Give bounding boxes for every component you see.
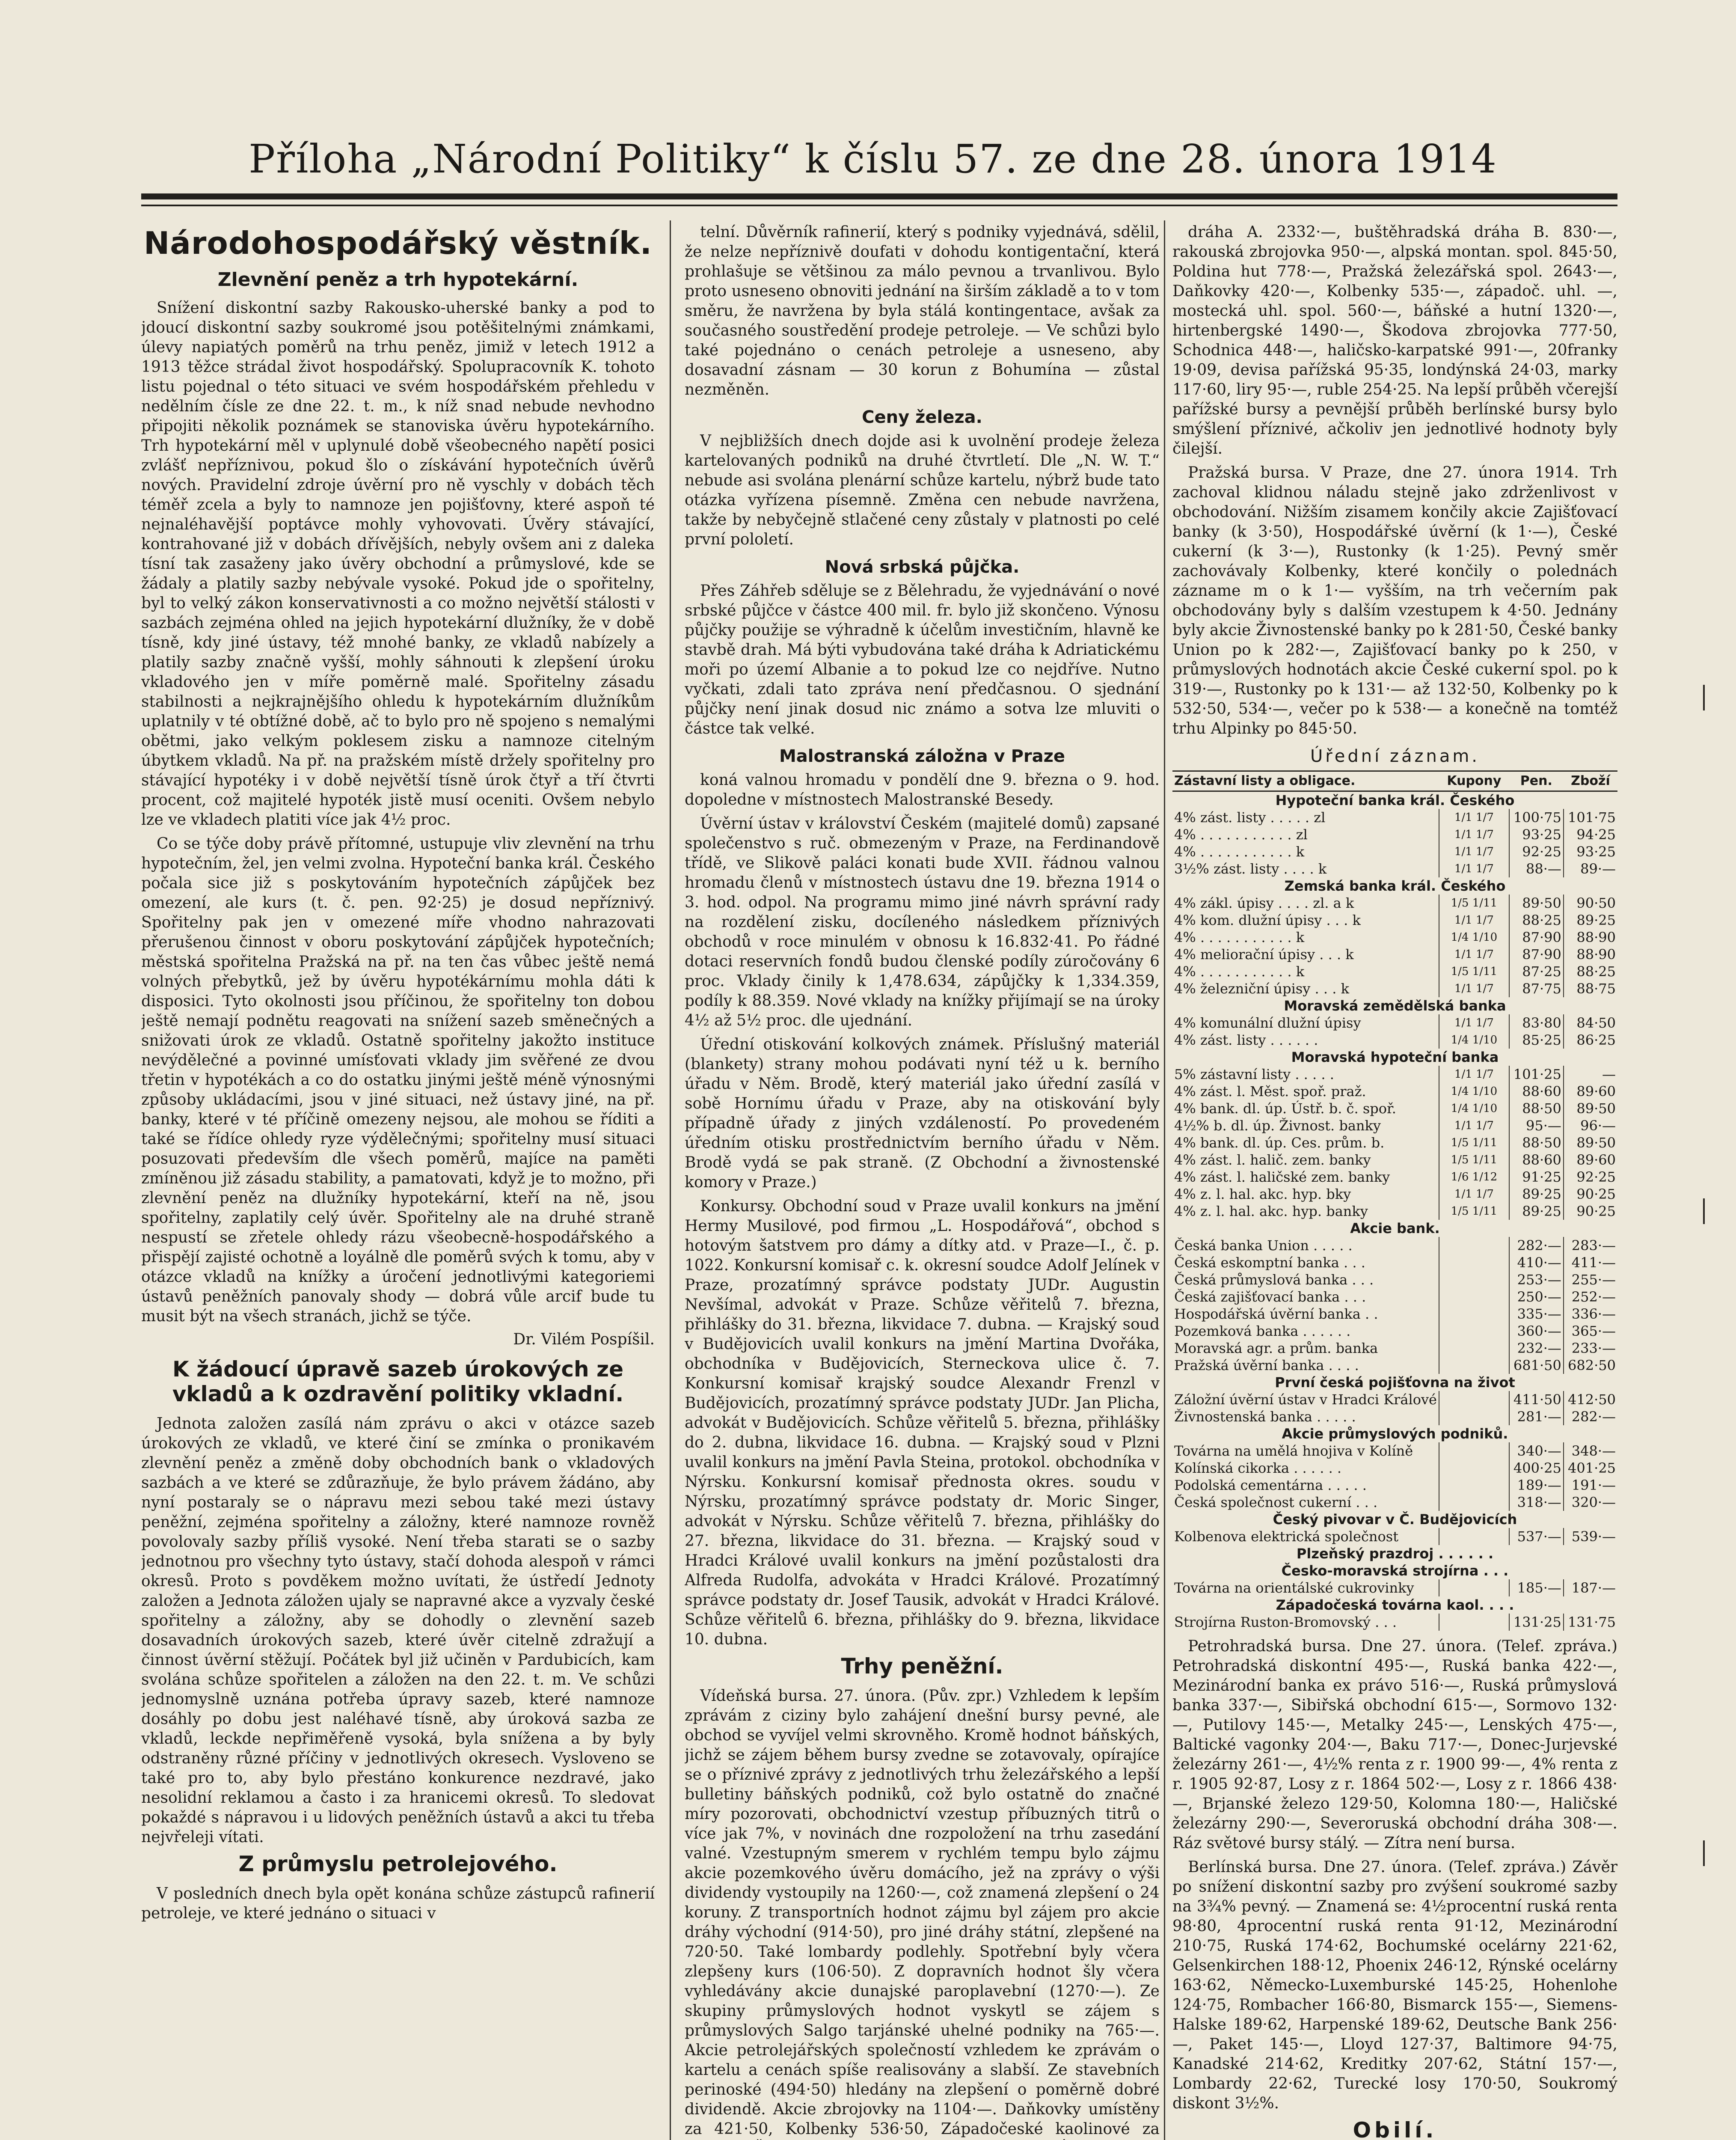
rate-money: 83·80 xyxy=(1509,1014,1564,1031)
rate-money: 410·— xyxy=(1509,1254,1564,1271)
rate-name: 4% . . . . . . . . . . . k xyxy=(1174,929,1305,945)
rate-name: Továrna na orientálské cukrovinky xyxy=(1174,1580,1414,1596)
article-paragraph: Petrohradská bursa. Dne 27. února. (Telef. zpráva.) Petrohradská diskontní 495·—, Ruská banka 422·—, Mezinárodní banka ex právo 516·—, Ruská průmyslová banka 337·—, Sibiřská obchodní 615·—, Sormovo 132·—, Putilovy 145·—, Metalky 245·—, Lenských 475·—, Baltické vagonky 204·—, Baku 717·—, Donec-Jurjevské železárny 261·—, 4½% renta z r. 1900 99·—, 4% renta z r. 1905 92·87, Losy z r. 1864 502·—, Losy z r. 1866 438·—, Brjanské železo 129·50, Kolomna 180·—, Haličské železárny 290·—, Severoruská obchodní dráha 308·—. Ráz světové bursy stálý. — Zítra není bursa. xyxy=(1172,1638,1617,1852)
rate-coupon: 1/6 1/12 xyxy=(1439,1168,1509,1186)
rates-table-row xyxy=(1172,843,1617,860)
rate-coupon xyxy=(1439,1305,1509,1323)
rates-table-row xyxy=(1172,963,1617,980)
rates-group-label: Akcie bank. xyxy=(1350,1220,1440,1236)
rate-name: 4% zást. l. halič. zem. banky xyxy=(1174,1152,1371,1168)
column-header-kupony: Kupony xyxy=(1439,771,1509,791)
rate-money: 681·50 xyxy=(1509,1357,1564,1374)
column-divider-1 xyxy=(670,220,671,2140)
rate-money: 282·— xyxy=(1509,1237,1564,1254)
rates-table-row xyxy=(1172,929,1617,946)
rate-money: 85·25 xyxy=(1509,1031,1564,1049)
rate-goods: 89·60 xyxy=(1564,1083,1617,1100)
right-margin-mark xyxy=(1703,1840,1705,1866)
rate-coupon: 1/5 1/11 xyxy=(1439,1151,1509,1168)
rate-goods: 412·50 xyxy=(1564,1391,1617,1408)
rate-goods: 89·60 xyxy=(1564,1151,1617,1168)
rate-money: 95·— xyxy=(1509,1117,1564,1134)
rate-goods: 539·— xyxy=(1564,1528,1617,1545)
rates-table-row xyxy=(1172,1340,1617,1357)
article-title: Nová srbská půjčka. xyxy=(825,557,1020,577)
rate-goods: 401·25 xyxy=(1564,1459,1617,1477)
article-title: Ceny železa. xyxy=(862,407,982,427)
rate-name: Továrna na umělá hnojiva v Kolíně xyxy=(1174,1443,1413,1459)
rate-coupon xyxy=(1439,1288,1509,1305)
rates-group-label: Západočeská továrna kaol. . . . xyxy=(1276,1597,1514,1613)
rate-money: 89·25 xyxy=(1509,1203,1564,1220)
rate-coupon xyxy=(1439,1237,1509,1254)
rate-name: 4% . . . . . . . . . . . k xyxy=(1174,963,1305,980)
rate-coupon: 1/5 1/11 xyxy=(1439,1134,1509,1151)
rate-goods: 90·25 xyxy=(1564,1203,1617,1220)
rates-table-row xyxy=(1172,826,1617,843)
rate-money: 88·— xyxy=(1509,860,1564,877)
rate-goods: 191·— xyxy=(1564,1477,1617,1494)
rate-name: 4% . . . . . . . . . . . zl xyxy=(1174,826,1308,843)
rate-coupon xyxy=(1439,1271,1509,1288)
rates-table-row xyxy=(1172,980,1617,997)
masthead: Příloha „Národní Politiky“ k číslu 57. ze dne 28. února 1914 xyxy=(249,136,1497,182)
column-3 xyxy=(1172,223,1617,2140)
rate-money: 101·25 xyxy=(1509,1066,1564,1083)
rate-goods: 365·— xyxy=(1564,1323,1617,1340)
rate-name: Podolská cementárna . . . . . xyxy=(1174,1477,1367,1493)
rate-name: Kolbenova elektrická společnost xyxy=(1174,1528,1399,1545)
rates-table-row xyxy=(1172,1459,1617,1477)
rate-name: 4% z. l. hal. akc. hyp. bky xyxy=(1174,1186,1351,1202)
rates-table-row xyxy=(1172,1511,1617,1528)
rate-money: 87·25 xyxy=(1509,963,1564,980)
rate-coupon xyxy=(1439,1254,1509,1271)
rates-table-row xyxy=(1172,1545,1617,1562)
article-paragraph: V nejbližších dnech dojde asi k uvolnění prodeje železa kartelovaných podniků na druhé čtvrtletí. Dle „N. W. T.“ nebude asi svolána plenární schůze kartelu, nýbrž bude tato otázka vyřízena písemně. Změna cen nebude navržena, takže by nebyčejně stlačené ceny zůstaly v platnosti po celé první pololetí. xyxy=(685,432,1160,548)
rate-name: Česká eskomptní banka . . . xyxy=(1174,1254,1365,1271)
rate-coupon: 1/1 1/7 xyxy=(1439,1014,1509,1031)
rate-goods: 89·50 xyxy=(1564,1134,1617,1151)
rate-name: Česká průmyslová banka . . . xyxy=(1174,1272,1374,1288)
rate-goods: 411·— xyxy=(1564,1254,1617,1271)
rate-name: 4% bank. dl. úp. Ces. prům. b. xyxy=(1174,1135,1385,1151)
rate-coupon: 1/1 1/7 xyxy=(1439,946,1509,963)
rate-money: 88·50 xyxy=(1509,1100,1564,1117)
rate-goods: 84·50 xyxy=(1564,1014,1617,1031)
column-1 xyxy=(141,223,655,2140)
column-header-zbozi: Zboží xyxy=(1564,771,1617,791)
rates-table-row xyxy=(1172,895,1617,912)
rates-group-label: Akcie průmyslových podniků. xyxy=(1282,1426,1508,1442)
article-title: Malostranská záložna v Praze xyxy=(779,746,1065,766)
article-paragraph: koná valnou hromadu v pondělí dne 9. března o 9. hod. dopoledne v místnostech Malostranské Besedy. xyxy=(685,771,1160,808)
rate-coupon: 1/4 1/10 xyxy=(1439,929,1509,946)
rates-table-row xyxy=(1172,912,1617,929)
rates-table-header xyxy=(1172,771,1617,791)
rates-table-title: Zástavní listy a obligace. xyxy=(1172,771,1439,791)
rate-goods: 252·— xyxy=(1564,1288,1617,1305)
rates-table-row xyxy=(1172,1614,1617,1631)
rate-name: Pozemková banka . . . . . . xyxy=(1174,1323,1351,1339)
rates-table-row xyxy=(1172,1288,1617,1305)
rate-goods: 320·— xyxy=(1564,1494,1617,1511)
rate-coupon: 1/1 1/7 xyxy=(1439,1117,1509,1134)
rate-name: Hospodářská úvěrní banka . . xyxy=(1174,1306,1378,1322)
rate-goods: 89·— xyxy=(1564,860,1617,877)
column-2 xyxy=(685,223,1160,2140)
rate-coupon: 1/1 1/7 xyxy=(1439,843,1509,860)
rate-money: 93·25 xyxy=(1509,826,1564,843)
rate-name: Pražská úvěrní banka . . . . xyxy=(1174,1357,1359,1373)
rates-table-row xyxy=(1172,1100,1617,1117)
rate-goods: 96·— xyxy=(1564,1117,1617,1134)
rate-coupon: 1/1 1/7 xyxy=(1439,826,1509,843)
rates-table-row xyxy=(1172,1425,1617,1442)
article-title: Zlevnění peněz a trh hypotekární. xyxy=(217,269,579,291)
rates-table-body xyxy=(1172,791,1617,1631)
article-paragraph: dráha A. 2332·—, buštěhradská dráha B. 830·—, rakouská zbrojovka 950·—, alpská montan. spol. 845·50, Poldina hut 778·—, Pražská železářská spol. 2643·—, Daňkovky 420·—, Kolbenky 535·—, západoč. uhl. —, mostecká uhl. spol. 560·—, báňské a hutní 1320·—, hirtenbergské 1490·—, Škodova zbrojovka 777·50, Schodnica 448·—, haličsko-karpatské 991·—, 20franky 19·09, devisa pařížská 95·35, londýnská 24·03, marky 117·60, liry 95·—, ruble 254·25. Na lepší průběh včerejší pařížské bursy a pevnější průběh berlínské bursy bylo smýšlení příznivé, ačkoliv jen jednotlivé hodnoty byly čilejší. xyxy=(1172,223,1617,458)
rate-coupon: 1/1 1/7 xyxy=(1439,860,1509,877)
rate-name: Kolínská cikorka . . . . . . xyxy=(1174,1460,1342,1476)
rate-name: 4% z. l. hal. akc. hyp. banky xyxy=(1174,1203,1368,1219)
rate-money: 100·75 xyxy=(1509,809,1564,826)
rates-table-row xyxy=(1172,860,1617,877)
rate-goods: 88·90 xyxy=(1564,929,1617,946)
rate-name: 4½% b. dl. úp. Živnost. banky xyxy=(1174,1118,1381,1134)
section-title: Národohospodářský věstník. xyxy=(144,225,652,261)
rates-group-label: Zemská banka král. Českého xyxy=(1284,878,1506,894)
rates-table-row xyxy=(1172,1357,1617,1374)
rates-table-row xyxy=(1172,946,1617,963)
rate-coupon xyxy=(1439,1408,1509,1425)
rate-name: 4% železniční úpisy . . . k xyxy=(1174,981,1349,997)
rates-table-row xyxy=(1172,1134,1617,1151)
rate-coupon: 1/4 1/10 xyxy=(1439,1100,1509,1117)
rates-table-row xyxy=(1172,1374,1617,1391)
rate-name: Česká společnost cukerní . . . xyxy=(1174,1494,1378,1510)
rate-coupon xyxy=(1439,1614,1509,1631)
article-paragraph: Konkursy. Obchodní soud v Praze uvalil konkurs na jmění Hermy Musilové, pod firmou „L. Hospodářová“, obchod s hotovým šatstvem pro dámy a dítky atd. v Praze—I., č. p. 1022. Konkursní komisař c. k. okresní soudce Adolf Jelínek v Praze, prozatímný správce podstaty JUDr. Augustin Nevšímal, advokát v Praze. Schůze věřitelů 7. března, přihlášky do 31. března, likvidace 7. dubna. — Krajský soud v Budějovicích uvalil konkurs na jmění Martina Dvořáka, obchodníka v Budějovicích, Sterneckova ulice č. 7. Konkursní komisař krajský soudce Alexandr Frenzl v Budějovicích, prozatímný správce podstaty JUDr. Jan Plicha, advokát v Budějovicích. Schůze věřitelů 5. března, přihlášky do 2. dubna, likvidace 16. dubna. — Krajský soud v Plzni uvalil konkurs na jmění Pavla Steina, protokol. obchodníka v Nýrsku. Konkursní komisař přednosta okres. soudu v Nýrsku, prozatímný správce podstaty dr. Moric Singer, advokát v Nýrsku. Schůze věřitelů 7. března, přihlášky do 27. března, likvidace do 31. března. — Krajský soud v Hradci Králové uvalil konkurs na jmění pozůstalosti dra Alfreda Rudolfa, advokáta v Hradci Králové. Prozatímný správce podstaty dr. Josef Tausik, advokát v Hradci Králové. Schůze věřitelů 6. března, přihlášky do 9. března, likvidace 10. dubna. xyxy=(685,1198,1160,1648)
rate-name: 4% bank. dl. úp. Ústř. b. č. spoř. xyxy=(1174,1100,1396,1117)
rates-table-row xyxy=(1172,1117,1617,1134)
rates-table-row xyxy=(1172,1237,1617,1254)
article-paragraph: Jednota založen zasílá nám zprávu o akci v otázce sazeb úrokových ze vkladů, ve které činí se zmínka o pronikavém zlevnění peněz a změně doby obchodních bank o vkladových sazbách a ve které se zdůrazňuje, že bylo právem žádáno, aby nyní postaraly se o nápravu mezi sebou také mezi ústavy peněžní, zejména spořitelny a záložny, které namnoze rovněž povolovaly sazby příliš vysoké. Není třeba starati se o sazby jednotnou pro všechny tyto ústavy, stačí dohoda alespoň v rámci okresů. Proto s povděkem možno uvítati, že ústředí Jednoty založen a Jednota záložen ujaly se napravné akce a vyzvaly české spořitelny a záložny, aby se dohodly o zlevnění sazeb dosavadních úrokových sazeb, které úvěr citelně zdražují a činnost úvěrní stěžují. Počátek byl již učiněn v Pardubicích, kam svolána schůze spořitelen a záložen na den 22. t. m. Ve schůzi jednomyslně uznána potřeba úpravy sazeb, které namnoze dosáhly po dobu jest naléhavé tísně, aby úroková sazba ze vkladů, leckde nepřiměřeně vysoká, byla snížena a by byly odstraněny různé příčiny v jednotlivých okresech. Vysloveno se také pro to, aby bylo přestáno konkurence nezdravé, jako nesolidní reklamou a často i za hranicemi okresů. To sledovat pokaždé s nápravou i u lidových peněžních ústavů a akci tu třeba nejvřeleji vítati. xyxy=(141,1415,655,1846)
rates-table xyxy=(1172,770,1617,1631)
rate-coupon: 1/1 1/7 xyxy=(1439,1066,1509,1083)
rates-group-label: Moravská zemědělská banka xyxy=(1284,998,1506,1014)
rate-coupon: 1/1 1/7 xyxy=(1439,809,1509,826)
rate-money: 87·90 xyxy=(1509,946,1564,963)
rates-table-row xyxy=(1172,1408,1617,1425)
article-title: Z průmyslu petrolejového. xyxy=(238,1852,558,1876)
rates-table-row xyxy=(1172,1083,1617,1100)
article-paragraph: V posledních dnech byla opět konána schůze zástupců rafinerií petroleje, ve které jednáno o situaci v xyxy=(141,1885,655,1922)
rate-name: 4% zákl. úpisy . . . . zl. a k xyxy=(1174,895,1354,911)
rate-money: 88·25 xyxy=(1509,912,1564,929)
rates-table-row xyxy=(1172,1186,1617,1203)
rate-name: 3½% zást. listy . . . . k xyxy=(1174,861,1327,877)
rates-group-label: Česko-moravská strojírna . . . xyxy=(1281,1563,1509,1579)
rate-money: 88·60 xyxy=(1509,1083,1564,1100)
rate-money: 411·50 xyxy=(1509,1391,1564,1408)
rate-coupon xyxy=(1439,1477,1509,1494)
rate-money: 335·— xyxy=(1509,1305,1564,1323)
rate-money: 253·— xyxy=(1509,1271,1564,1288)
rate-money: 400·25 xyxy=(1509,1459,1564,1477)
rate-coupon: 1/1 1/7 xyxy=(1439,980,1509,997)
rates-table-row xyxy=(1172,1562,1617,1579)
article-paragraph: Pražská bursa. V Praze, dne 27. února 1914. Trh zachoval klidnou náladu stejně jako zdrženlivost v obchodování. Nižším zisamem končily akcie Zajišťovací banky (k 3·50), Hospodářské úvěrní (k 1·—), České cukerní (k 3·—), Rustonky (k 1·25). Pevný směr zachovávaly Kolbenky, které končily o polednách zázname m o k 1·— vyšším, na trh večerním pak obchodovány byly s dalším vzestupem k 4·50. Jednány byly akcie Živnostenské banky po k 281·50, České banky Union po k 282·—, Zajišťovací banky po k 250, v průmyslových hodnotách akcie České cukerní spol. po k 319·—, Rustonky po k 131·— až 132·50, Kolbenky po k 532·50, 534·—, večer po k 538·— a konečně na tomtéž trhu Alpinky po 845·50. xyxy=(1172,464,1617,737)
rate-name: 4% komunální dlužní úpisy xyxy=(1174,1015,1361,1031)
rates-table-row xyxy=(1172,1305,1617,1323)
masthead-rule-thin xyxy=(141,205,1617,206)
rates-table-row xyxy=(1172,809,1617,826)
rate-goods: 89·50 xyxy=(1564,1100,1617,1117)
rates-table-row xyxy=(1172,1442,1617,1459)
rate-coupon: 1/4 1/10 xyxy=(1439,1083,1509,1100)
section-title: Trhy peněžní. xyxy=(841,1654,1003,1679)
rate-goods: 90·50 xyxy=(1564,895,1617,912)
rates-table-row xyxy=(1172,1596,1617,1614)
rate-goods: 233·— xyxy=(1564,1340,1617,1357)
rate-name: 4% meliorační úpisy . . . k xyxy=(1174,946,1354,963)
rates-group-label: Hypoteční banka král. Českého xyxy=(1275,792,1515,808)
rate-money: 360·— xyxy=(1509,1323,1564,1340)
rate-goods: 92·25 xyxy=(1564,1168,1617,1186)
rates-table-row xyxy=(1172,877,1617,895)
article-paragraph: Co se týče doby právě přítomné, ustupuje vliv zlevnění na trhu hypotečním, žel, jen velmi zvolna. Hypoteční banka král. Českého počala sice již s poskytováním hypotečních zápůjček bez omezení, ale kurs (t. č. pen. 92·25) je dosud nepříznivý. Spořitelny pak jen v omezené míře vhodno nahrazovati přerušenou činnost v oboru poskytování zápůjček hypotečních; městská spořitelna Pražská na př. na ten čas vůbec ještě nemá volných přebytků, jež by úvěru hypotékárnímu mohla dáti k disposici. Tyto okolnosti jsou příčinou, že spořitelny ton dobou ještě nemají podnětu reagovati na snížení sazeb směnečných a snižovati úrok ze vkladů. Ostatně spořitelny jakožto instituce nevýdělečné a povinné umísťovati vklady jim svěřené ze dvou třetin v hypotékách a co do ostatku jinými ještě méně výnosnými způsoby ukládacími, jsou v jiné situaci, než ústavy jiné, na př. banky, které v té příčině omezeny nejsou, ale mohou se říditi a také se řídíce ohledy ryze výdělečnými; spořitelny musí situaci posuzovati především dle všech poměrů, majíce na paměti zmíněnou již zásadu stability, a pamatovati, když je to možno, při zlevnění peněz na dlužníky hypotekární, kteří na ně, jsou spořitelny, zaplatily celý úvěr. Spořitelny ale na druhé straně nespustí se zřetele ohledy rázu všeobecně-hospodářského a přispějí zajisté ochotně a loyálně dle poměrů svých k tomu, aby v otázce vkladů na knížky a úročení jednotlivými kategoriemi ústavů peněžních panovaly shody — dobrá vůle arcif bude tu musit být na všech stranách, jichž se týče. xyxy=(141,835,655,1325)
masthead-rule-thick xyxy=(141,193,1617,199)
rate-goods: 88·75 xyxy=(1564,980,1617,997)
rate-name: Česká banka Union . . . . . xyxy=(1174,1237,1353,1254)
rate-money: 232·— xyxy=(1509,1340,1564,1357)
rate-name: 5% zástavní listy . . . . . xyxy=(1174,1066,1334,1082)
rate-money: 87·75 xyxy=(1509,980,1564,997)
rates-table-row xyxy=(1172,997,1617,1014)
rates-group-label: První česká pojišťovna na život xyxy=(1275,1374,1515,1391)
rate-coupon xyxy=(1439,1391,1509,1408)
rates-group-label: Český pivovar v Č. Budějovicích xyxy=(1273,1511,1517,1528)
rate-name: 4% zást. l. Měst. spoř. praž. xyxy=(1174,1083,1366,1100)
rates-table-row xyxy=(1172,1168,1617,1186)
rate-goods: 283·— xyxy=(1564,1237,1617,1254)
article-paragraph: telní. Důvěrník rafinerií, který s podniky vyjednává, sdělil, že nelze nepříznivě doufati v dohodu kontigentační, která prohlašuje se většinou za málo pevnou a trvanlivou. Bylo proto usneseno obnoviti jednání na širším základě a to v tom směru, že navržena by byla stálá kontingentace, avšak za současného soustředění prodeje petroleje. — Ve schůzi bylo také pojednáno o cenách petroleje a usneseno, aby dosavadní zásnam — 30 korun z Bohumína — zůstal nezměněn. xyxy=(685,223,1160,398)
rates-table-row xyxy=(1172,1494,1617,1511)
rate-name: 4% zást. l. haličské zem. banky xyxy=(1174,1169,1390,1185)
rates-table-row xyxy=(1172,1031,1617,1049)
rate-goods: 131·75 xyxy=(1564,1614,1617,1631)
article-title: K žádoucí úpravě sazeb úrokových ze vkladů a k ozdravění politiky vkladní. xyxy=(172,1357,624,1406)
rate-coupon xyxy=(1439,1494,1509,1511)
rate-money: 281·— xyxy=(1509,1408,1564,1425)
rate-coupon xyxy=(1439,1579,1509,1596)
rate-money: 318·— xyxy=(1509,1494,1564,1511)
rate-name: Živnostenská banka . . . . . xyxy=(1174,1409,1356,1425)
rates-table-row xyxy=(1172,1391,1617,1408)
rate-coupon xyxy=(1439,1357,1509,1374)
article-signature: Dr. Vilém Pospíšil. xyxy=(513,1331,655,1348)
rates-group-label: Plzeňský prazdroj . . . . . . xyxy=(1296,1546,1494,1562)
rate-goods: 336·— xyxy=(1564,1305,1617,1323)
rate-goods: 90·25 xyxy=(1564,1186,1617,1203)
rates-group-label: Moravská hypoteční banka xyxy=(1291,1049,1499,1065)
rate-coupon xyxy=(1439,1323,1509,1340)
article-paragraph: Snížení diskontní sazby Rakousko-uherské banky a pod to jdoucí diskontní sazby soukromé jsou potěšitelnými známkami, úlevy napiatých poměrů na trhu peněz, jimiž v letech 1912 a 1913 těžce strádal život hospodářský. Spolupracovník K. tohoto listu pojednal o této situaci ve svém hospodářském přehledu v nedělním čísle ze dne 22. t. m., k níž snad nebude nevhodno připojiti několik poznámek se stanoviska úvěru hypotekárního. Trh hypotekární měl v uplynulé době všeobecného napětí posici zvlášť nepříznivou, pokud šlo o získávání hypotečních úvěrů nových. Pravidelní zdroje úvěrní pro ně vyschly v dobách těch téměř zcela a byly to namnoze jen pojišťovny, které aspoň té nejnaléhavější poptávce mohly vyhovovati. Úvěry stávající, kontrahované již v dobách dřívějších, nebyly ovšem ani z daleka tísní tak zasaženy jako úvěry obchodní a průmyslové, kde se žádaly a platily sazby nebývale vysoké. Pokud jde o spořitelny, byl to velký zákon konservativnosti a co možno největší stálosti v sazbách zejména ohled na jejich hypotekární dlužníky, že v době tísně, kdy jiné ústavy, též mnohé banky, ze vkladů nabízely a platily sazby značně vyšší, mohly sáhnouti k zlepšení úroku vkladového jen v míře poměrně malé. Spořitelny zásadu stabilnosti a nejkrajnějšího ohledu k hypotekárním dlužníkům uplatnily v té obtížné době, ač to bylo pro ně spojeno s nemalými obětmi, jako velkým poklesem zisku a namnoze citelným úbytkem vkladů. Na př. na pražském místě držely spořitelny pro stávající hypotéky i v době největší tísně úrok čtyř a tří čtvrti procent, což majitelé hypoték jistě musí oceniti. Ovšem nebylo lze ve vkladech platiti více jak 4½ proc. xyxy=(141,299,655,829)
rate-goods: 282·— xyxy=(1564,1408,1617,1425)
rates-table-row xyxy=(1172,1151,1617,1168)
rate-coupon: 1/5 1/11 xyxy=(1439,963,1509,980)
rate-money: 537·— xyxy=(1509,1528,1564,1545)
rate-coupon: 1/5 1/11 xyxy=(1439,895,1509,912)
rate-name: Záložní úvěrní ústav v Hradci Králové xyxy=(1174,1391,1437,1408)
rates-table-row xyxy=(1172,1254,1617,1271)
rates-table-row xyxy=(1172,1049,1617,1066)
article-paragraph: Úřední otiskování kolkových známek. Příslušný materiál (blankety) strany mohou podávati nyní též u k. berního úřadu v Něm. Brodě, který materiál jako úřední zasílá v sobě Hornímu úřadu v Praze, aby na otiskování byly případně úřady z jiných vzdáleností. Po provedeném úředním otisku prostřednictvím berního úřadu v Něm. Brodě vydá se pak straně. (Z Obchodní a živnostenské komory v Praze.) xyxy=(685,1036,1160,1191)
right-margin-mark xyxy=(1703,685,1705,710)
rate-goods: 94·25 xyxy=(1564,826,1617,843)
rate-money: 89·50 xyxy=(1509,895,1564,912)
rates-table-row xyxy=(1172,1220,1617,1237)
rate-goods: 101·75 xyxy=(1564,809,1617,826)
article-paragraph: Vídeňská bursa. 27. února. (Pův. zpr.) Vzhledem k lepším zprávám z ciziny bylo zahájení dnešní bursy pevné, ale obchod se vyvíjel velmi skrovněho. Kromě hodnot báňských, jichž se zájem během bursy zvedne se zotavovaly, opírajíce se o příznivé zprávy z jednotlivých trhu železářského a lepší bulletiny báňských podniků, což bylo ostatně do značné míry pozorovati, obchodnictví vzestup příbuzných titrů o více jak 7%, v novinách dne rozpoložení na trhu zasedání valné. Vzestupným smerem v rychlém tempu bylo zájmu akcie pozemkového úvěru domácího, jež na zprávy o výši dividendy vystoupily na 1260·—, což znamená zlepšení o 24 koruny. Z transportních hodnot zájmu byl zájem pro akcie dráhy východní (914·50), pro jiné dráhy státní, zlepšené na 720·50. Také lombardy podlehly. Spotřební byly včera zlepšeny kurs (106·50). Z dopravních hodnot šly včera vyhledávány akcie dunajské paroplavební (1270·—). Ze skupiny průmyslových hodnot vyskytl se zájem s průmyslových Salgo tarjánské uhelné podniky na 765·—. Akcie petrolejářských společností vzhledem ke zprávám o kartelu a cenách spíše realisovány a slabší. Ze stavebních perinoské (494·50) hledány na zlepšení o poměrně dobré dividendě. Akcie zbrojovky na 1104·—. Daňkovky umístěny za 421·50, Kolbenky 536·50, Západočeské kaolinové za xyxy=(685,1687,1160,2138)
rate-money: 131·25 xyxy=(1509,1614,1564,1631)
rate-money: 87·90 xyxy=(1509,929,1564,946)
rates-table-row xyxy=(1172,1323,1617,1340)
rate-goods: 255·— xyxy=(1564,1271,1617,1288)
rate-name: 4% kom. dlužní úpisy . . . k xyxy=(1174,912,1361,928)
rate-name: 4% . . . . . . . . . . . k xyxy=(1174,844,1305,860)
rate-coupon: 1/1 1/7 xyxy=(1439,1186,1509,1203)
rate-money: 340·— xyxy=(1509,1442,1564,1459)
rate-goods: 88·25 xyxy=(1564,963,1617,980)
rate-coupon: 1/5 1/11 xyxy=(1439,1203,1509,1220)
rate-name: Moravská agr. a prům. banka xyxy=(1174,1340,1378,1356)
rate-name: 4% zást. listy . . . . . . xyxy=(1174,1032,1318,1048)
right-margin-mark xyxy=(1703,1198,1705,1224)
rates-table-row xyxy=(1172,791,1617,809)
rate-name: 4% zást. listy . . . . . zl xyxy=(1174,809,1326,826)
rate-goods: 86·25 xyxy=(1564,1031,1617,1049)
section-title: Obilí. xyxy=(1353,2118,1437,2140)
rates-table-row xyxy=(1172,1203,1617,1220)
rate-money: 185·— xyxy=(1509,1579,1564,1596)
rates-table-row xyxy=(1172,1271,1617,1288)
rate-goods: 187·— xyxy=(1564,1579,1617,1596)
column-header-pen: Pen. xyxy=(1509,771,1564,791)
rates-table-row xyxy=(1172,1014,1617,1031)
rate-coupon xyxy=(1439,1340,1509,1357)
rate-money: 88·50 xyxy=(1509,1134,1564,1151)
rate-coupon: 1/4 1/10 xyxy=(1439,1031,1509,1049)
rates-table-row xyxy=(1172,1066,1617,1083)
rate-goods: 88·90 xyxy=(1564,946,1617,963)
rate-goods: — xyxy=(1564,1066,1617,1083)
rates-table-row xyxy=(1172,1528,1617,1545)
rate-goods: 89·25 xyxy=(1564,912,1617,929)
rate-coupon xyxy=(1439,1528,1509,1545)
rates-table-row xyxy=(1172,1477,1617,1494)
rate-money: 89·25 xyxy=(1509,1186,1564,1203)
column-divider-2 xyxy=(1164,220,1165,2140)
rate-money: 88·60 xyxy=(1509,1151,1564,1168)
article-paragraph: Úvěrní ústav v království Českém (majitelé domů) zapsané společenstvo s ruč. obmezeným v Praze, na Ferdinandově třídě, ve Slikově paláci konati bude XVII. řádnou valnou hromadu členů v místnostech ústavu dne 19. března 1914 o 3. hod. odpol. Na programu mimo jiné návrh správní rady na rozdělení zisku, docíleného následkem příznivých obchodů v roce minulém v obnosu k 16.832·41. Po řádné dotaci reservních fondů budou členské podíly zúročovány 6 proc. Vklady činily k 1,478.634, zápůjčky k 1,334.359, podíly k 88.359. Nové vklady na knížky přijímají se na úroky 4½ až 5½ proc. dle ujednání. xyxy=(685,815,1160,1029)
rate-money: 92·25 xyxy=(1509,843,1564,860)
rate-coupon xyxy=(1439,1442,1509,1459)
rate-name: Strojírna Ruston-Bromovský . . . xyxy=(1174,1614,1397,1630)
rate-name: Česká zajišťovací banka . . . xyxy=(1174,1289,1366,1305)
rate-money: 91·25 xyxy=(1509,1168,1564,1186)
rate-goods: 682·50 xyxy=(1564,1357,1617,1374)
rate-goods: 93·25 xyxy=(1564,843,1617,860)
rate-money: 189·— xyxy=(1509,1477,1564,1494)
rate-coupon xyxy=(1439,1459,1509,1477)
rate-money: 250·— xyxy=(1509,1288,1564,1305)
official-record-heading: Úřední záznam. xyxy=(1310,746,1480,766)
rate-coupon: 1/1 1/7 xyxy=(1439,912,1509,929)
rates-table-row xyxy=(1172,1579,1617,1596)
rate-goods: 348·— xyxy=(1564,1442,1617,1459)
article-paragraph: Přes Záhřeb sděluje se z Bělehradu, že vyjednávání o nové srbské půjčce v částce 400 mil. fr. bylo již skončeno. Výnosu půjčky použije se výhradně k účelům investičním, hlavně ke stavbě drah. Má býti vybudována také dráha k Adriatickému moři po území Albanie a to pokud lze co nejdříve. Nutno vyčkati, zdali tato zpráva není předčasnou. O sjednání půjčky není jinak dosud nic známo a sotva lze mluviti o částce tak velké. xyxy=(685,582,1160,737)
article-paragraph: Berlínská bursa. Dne 27. února. (Telef. zpráva.) Závěr po snížení diskontní sazby pro zvýšení soukromé sazby na 3¾% pevný. — Znamená se: 4½procentní ruská renta 98·80, 4procentní ruská renta 91·12, Mezinárodní 210·75, Ruská 174·62, Bochumské ocelárny 221·62, Gelsenkirchen 188·12, Phoenix 246·12, Rýnské ocelárny 163·62, Německo-Luxemburské 145·25, Hohenlohe 124·75, Rombacher 166·80, Bismarck 155·—, Siemens-Halske 189·62, Harpenské 189·62, Deutsche Bank 256·—, Paket 145·—, Lloyd 127·37, Baltimore 94·75, Kanadské 214·62, Kreditky 207·62, Státní 157·—, Lombardy 22·62, Turecké losy 170·50, Soukromý diskont 3½%. xyxy=(1172,1858,1617,2112)
